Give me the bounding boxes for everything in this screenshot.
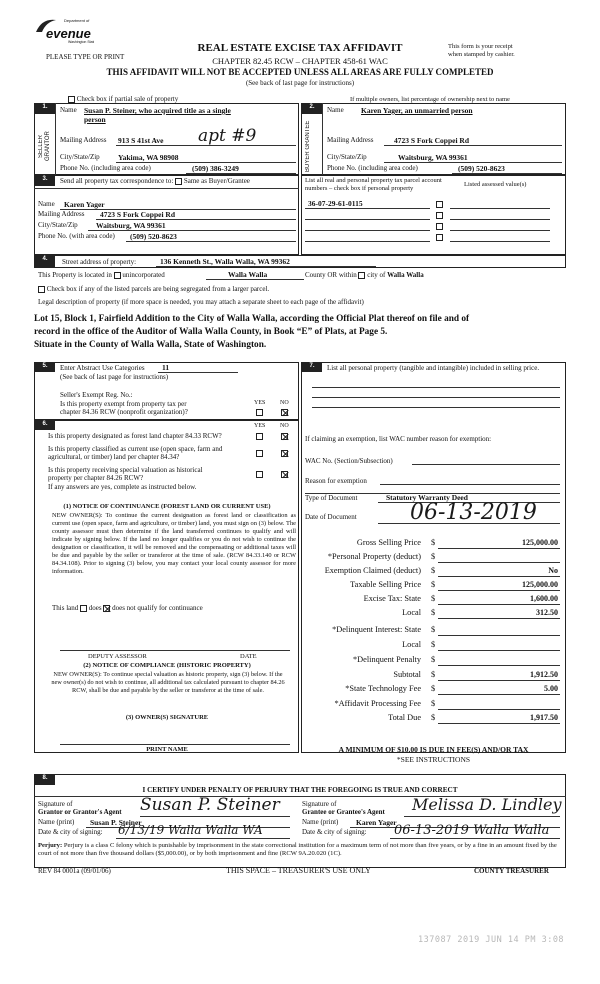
seller-phone[interactable]: (509) 386-3249 — [192, 164, 239, 173]
s6-q2-no[interactable] — [281, 449, 288, 457]
tax-row-sym: $ — [431, 566, 436, 575]
seller-name-line2[interactable]: person — [84, 115, 106, 124]
perjury-notice — [38, 842, 562, 858]
city-checkbox[interactable] — [358, 272, 365, 279]
land-does-not-checkbox[interactable] — [103, 605, 110, 612]
cashier-stamp: 137087 2019 JUN 14 PM 3:08 — [418, 935, 565, 945]
parcel-checkbox-2[interactable] — [436, 211, 443, 219]
tax-row-label: *Affidavit Processing Fee — [334, 699, 421, 708]
buyer-address[interactable]: 4723 S Fork Coppei Rd — [394, 136, 470, 145]
seller-name-label: Name — [60, 106, 77, 114]
section-7-tag: 7. — [302, 363, 322, 372]
s6-q2-yes[interactable] — [256, 449, 263, 457]
notice-2-title: (2) NOTICE OF COMPLIANCE (HISTORIC PROPERTY) — [83, 662, 251, 669]
s3-phone-label: Phone No. (with area code) — [38, 232, 115, 240]
deputy-assessor-label: DEPUTY ASSESSOR — [88, 653, 147, 660]
buyer-name[interactable]: Karen Yager, an unmarried person — [361, 106, 473, 115]
county-value[interactable]: Walla Walla — [228, 270, 268, 279]
tax-row-label: Excise Tax: State — [363, 594, 421, 603]
city-of-label: city of — [367, 271, 386, 279]
parcel-checkbox-1[interactable] — [436, 200, 443, 208]
seller-address-label: Mailing Address — [60, 136, 107, 144]
grantor-signature[interactable]: Susan P. Steiner — [140, 795, 280, 815]
form-chapter: CHAPTER 82.45 RCW – CHAPTER 458-61 WAC — [212, 56, 388, 66]
street-address[interactable]: 136 Kenneth St., Walla Walla, WA 99362 — [160, 257, 290, 266]
form-title: REAL ESTATE EXCISE TAX AFFIDAVIT — [197, 42, 403, 54]
doc-type-label: Type of Document — [305, 494, 358, 502]
please-type-label: PLEASE TYPE OR PRINT — [46, 53, 125, 61]
receipt-note-1: This form is your receipt — [448, 43, 513, 50]
s3-phone[interactable]: (509) 520-8623 — [130, 232, 177, 241]
legal-line-3: Situate in the County of Walla Walla, State of Washington. — [34, 340, 267, 350]
s3-city[interactable]: Waitsburg, WA 99361 — [96, 221, 166, 230]
s5-yes-label: YES — [254, 400, 266, 406]
tax-row-sym: $ — [431, 552, 436, 561]
tax-row-value[interactable]: 125,000.00 — [522, 538, 558, 547]
tax-row-label: *Personal Property (deduct) — [327, 552, 421, 561]
parcel-number[interactable]: 36-07-29-61-0115 — [308, 199, 363, 208]
tax-row-label: Taxable Selling Price — [350, 580, 421, 589]
unincorporated-checkbox[interactable] — [114, 272, 121, 279]
abstract-use-value[interactable]: 11 — [162, 363, 170, 372]
tax-row-value[interactable]: 1,600.00 — [530, 594, 558, 603]
grantee-date-label: Date & city of signing: — [302, 828, 367, 836]
revenue-logo — [34, 14, 94, 44]
perjury-text: Perjury is a class C felony which is punishable by imprisonment in the state correctional institution for a maximum term of not more than five years, or by a fine in an amount fixed by the court of not more than five thousand dollars ($5,000.00), or by both imprisonment and fine (RCW 9A.20.020 (1C). — [38, 842, 557, 858]
tax-row-value[interactable]: 1,912.50 — [530, 670, 558, 679]
grantor-date-city[interactable]: 6/13/19 Walla Walla WA — [118, 823, 263, 837]
grantee-name-label: Name (print) — [302, 818, 339, 826]
s5-no-label: NO — [280, 400, 289, 406]
tax-row-value[interactable]: 125,000.00 — [522, 580, 558, 589]
partial-sale-label: Check box if partial sale of property — [76, 95, 179, 103]
seller-phone-label: Phone No. (including area code) — [60, 164, 151, 172]
tax-row-sym: $ — [431, 670, 436, 679]
seller-city[interactable]: Yakima, WA 98908 — [118, 153, 179, 162]
s6-q1-no[interactable] — [281, 432, 288, 440]
tax-row-sym: $ — [431, 699, 436, 708]
s3-name-label: Name — [38, 200, 55, 208]
seller-side-label: SELLER GRANTOR — [38, 131, 52, 161]
svg-text:evenue: evenue — [46, 26, 91, 41]
tax-row-sym: $ — [431, 684, 436, 693]
grantee-name[interactable]: Karen Yager — [356, 818, 397, 827]
exemption-label: If claiming an exemption, list WAC number reason for exemption: — [305, 435, 492, 443]
same-as-buyer-checkbox[interactable] — [175, 178, 182, 185]
seller-address-handwritten: apt #9 — [198, 126, 257, 146]
county-or-row — [305, 271, 424, 279]
tax-row-value[interactable]: No — [548, 566, 558, 575]
parcel-checkbox-4[interactable] — [436, 233, 443, 241]
unincorporated-label: unincorporated — [122, 271, 165, 279]
county-or-label: County OR within — [305, 271, 357, 279]
buyer-address-label: Mailing Address — [327, 136, 374, 144]
s6-q3-no[interactable] — [281, 470, 288, 478]
county-treasurer: COUNTY TREASURER — [474, 867, 549, 875]
located-row — [38, 271, 165, 279]
s6-q1: Is this property designated as forest land chapter 84.33 RCW? — [48, 432, 222, 440]
reason-label: Reason for exemption — [305, 477, 367, 485]
grantor-name-label: Name (print) — [38, 818, 75, 826]
s6-q3-line2: property per chapter 84.26 RCW? — [48, 474, 144, 482]
buyer-phone[interactable]: (509) 520-8623 — [458, 164, 505, 173]
see-back-note: (See back of last page for instructions) — [245, 79, 355, 87]
perjury-label: Perjury: — [38, 842, 63, 849]
land-does-not-label: does not qualify for continuance — [112, 604, 203, 612]
tax-row-sym: $ — [431, 655, 436, 664]
tax-row-sym: $ — [431, 538, 436, 547]
segregated-label: Check box if any of the listed parcels are being segregated from a larger parcel. — [46, 285, 270, 293]
svg-text:Washington State: Washington State — [68, 40, 94, 44]
s3-address-label: Mailing Address — [38, 210, 85, 218]
seller-name-line1[interactable]: Susan P. Steiner, who acquired title as a single — [84, 106, 231, 115]
grantor-name[interactable]: Susan P. Steiner — [90, 818, 142, 827]
s6-yes-label: YES — [254, 423, 266, 429]
city-value[interactable]: Walla Walla — [387, 271, 424, 279]
tax-row-label: Gross Selling Price — [356, 538, 421, 547]
tax-row-label: Local — [402, 640, 421, 649]
land-does-label: does — [88, 604, 102, 612]
land-does-checkbox[interactable] — [80, 605, 87, 612]
buyer-phone-label: Phone No. (including area code) — [327, 164, 418, 172]
section-6-tag: 6. — [35, 421, 55, 430]
segregated-row — [38, 285, 269, 293]
personal-property-label: List all personal property (tangible and intangible) included in selling price. — [327, 364, 540, 372]
assessed-value-label: Listed assessed value(s) — [464, 181, 527, 188]
minimum-fee-note: A MINIMUM OF $10.00 IS DUE IN FEE(S) AND/OR TAX — [338, 745, 529, 754]
section-2-tag: 2. — [302, 104, 322, 114]
tax-row-value[interactable]: 1,917.50 — [530, 713, 558, 722]
notice-1-title: (1) NOTICE OF CONTINUANCE (FOREST LAND OR CURRENT USE) — [63, 503, 271, 510]
tax-row-sym: $ — [431, 608, 436, 617]
tax-row-label: Total Due — [388, 713, 421, 722]
seller-address[interactable]: 913 S 41st Ave — [118, 136, 164, 145]
send-correspondence-row — [60, 177, 250, 185]
tax-row-sym: $ — [431, 580, 436, 589]
exempt-q2: chapter 84.36 RCW (nonprofit organization)? — [60, 408, 188, 416]
tax-row-sym: $ — [431, 640, 436, 649]
parcel-label-1: List all real and personal property tax parcel account — [305, 177, 442, 184]
tax-row-label: *Delinquent Penalty — [353, 655, 421, 664]
exempt-q1: Is this property exempt from property tax per — [60, 400, 187, 408]
section-5-tag: 5. — [35, 363, 55, 372]
land-qualify-row — [52, 604, 203, 612]
tax-row-label: Subtotal — [393, 670, 421, 679]
rev-number: REV 84 0001a (09/01/06) — [38, 867, 111, 875]
owners-note: If multiple owners, list percentage of ownership next to name — [350, 96, 510, 103]
abstract-use-label: Enter Abstract Use Categories — [60, 364, 145, 372]
notice-2-body: NEW OWNER(S): To continue special valuation as historic property, sign (3) below. If the new owner(s) do not wish to continue, all additional tax calculated pursuant to chapter 84.26 RCW, shall be due and payable by the seller or transferor at the time of sale. — [51, 671, 285, 694]
legal-line-2: record in the office of the Auditor of Walla Walla County, in Book “E” of Plats, at Page 5. — [34, 327, 388, 337]
land-label: This land — [52, 604, 79, 612]
parcel-checkbox-3[interactable] — [436, 222, 443, 230]
buyer-city[interactable]: Waitsburg, WA 99361 — [398, 153, 468, 162]
grantee-signature[interactable]: Melissa D. Lindley — [412, 795, 562, 814]
s6-q3-line1: Is this property receiving special valuation as historical — [48, 466, 203, 474]
certify-statement: I CERTIFY UNDER PENALTY OF PERJURY THAT THE FOREGOING IS TRUE AND CORRECT — [142, 786, 458, 794]
tax-row-label: *Delinquent Interest: State — [332, 625, 421, 634]
grantor-sig-label-2: Grantor or Grantor's Agent — [38, 808, 122, 816]
tax-row-sym: $ — [431, 713, 436, 722]
doc-type[interactable]: Statutory Warranty Deed — [386, 493, 468, 502]
doc-date-label: Date of Document — [305, 513, 357, 521]
svg-text:Department of: Department of — [64, 18, 90, 23]
s6-q3-yes[interactable] — [256, 470, 263, 478]
tax-row-value[interactable]: 312.50 — [536, 608, 558, 617]
legal-description-label: Legal description of property (if more space is needed, you may attach a separate sheet to each page of the affidavit) — [38, 298, 364, 306]
grantee-date-city[interactable]: 06-13-2019 Walla Walla — [394, 823, 550, 838]
partial-sale-checkbox[interactable] — [68, 96, 75, 103]
grantor-date-label: Date & city of signing: — [38, 828, 103, 836]
seller-city-label: City/State/Zip — [60, 153, 100, 161]
tax-row-label: *State Technology Fee — [345, 684, 421, 693]
segregated-checkbox[interactable] — [38, 286, 45, 293]
grantor-sig-label-1: Signature of — [38, 800, 73, 808]
s5-no-checkbox[interactable] — [281, 408, 288, 416]
deputy-date-label: DATE — [240, 653, 257, 660]
buyer-side-label: BUYER GRANTEE — [305, 120, 311, 172]
tax-row-sym: $ — [431, 594, 436, 603]
s6-q1-yes[interactable] — [256, 432, 263, 440]
treasurer-only: THIS SPACE – TREASURER'S USE ONLY — [226, 866, 371, 875]
s3-address[interactable]: 4723 S Fork Coppei Rd — [100, 210, 176, 219]
tax-row-label: Exemption Claimed (deduct) — [324, 566, 421, 575]
print-name-label: PRINT NAME — [146, 746, 188, 753]
section-1-tag: 1. — [35, 104, 55, 114]
tax-row-sym: $ — [431, 625, 436, 634]
revenue-logo-icon — [34, 14, 94, 44]
street-address-label: Street address of property: — [62, 258, 137, 266]
buyer-city-label: City/State/Zip — [327, 153, 367, 161]
section-3-tag: 3. — [35, 176, 55, 186]
exempt-reg-label: Seller's Exempt Reg. No.: — [60, 391, 133, 399]
wac-label: WAC No. (Section/Subsection) — [305, 457, 393, 465]
notice-1-body: NEW OWNER(S): To continue the current designation as forest land or classification as current use (open space, farm and agriculture, or timber) land, you must sign on (3) below. The county assessor must then determine if the land transferred continues to qualify and will indicate by signing below. If the land no longer qualifies or you do not wish to continue the designation or classification, it will be removed and the compensating or additional taxes will be due and payable by the seller or transferor at the time of sale. (RCW 84.33.140 or RCW 84.34.108). Prior to signing (3) below, you may contact your local county assessor for more information. — [52, 512, 296, 575]
grantee-sig-label-2: Grantee or Grantee's Agent — [302, 808, 385, 816]
s6-q2-line1: Is this property classified as current use (open space, farm and — [48, 445, 223, 453]
located-label: This Property is located in — [38, 271, 112, 279]
parcel-label-2: numbers – check box if personal property — [305, 185, 414, 192]
doc-date[interactable]: 06-13-2019 — [410, 500, 537, 525]
legal-line-1: Lot 15, Block 1, Fairfield Addition to the City of Walla Walla, according the Official Plat thereof on file and of — [34, 314, 470, 324]
buyer-name-label: Name — [327, 106, 344, 114]
receipt-note-2: when stamped by cashier. — [448, 51, 515, 58]
abstract-see-back: (See back of last page for instructions) — [60, 373, 169, 381]
section-4-tag: 4. — [35, 256, 55, 267]
tax-row-value[interactable]: 5.00 — [544, 684, 558, 693]
tax-row-label: Local — [402, 608, 421, 617]
section-8-tag: 8. — [35, 775, 55, 785]
s5-yes-checkbox[interactable] — [256, 408, 263, 416]
send-correspondence-label: Send all property tax correspondence to: — [60, 177, 174, 185]
owner-signature-label: (3) OWNER(S) SIGNATURE — [125, 714, 209, 721]
minimum-fee-see: *SEE INSTRUCTIONS — [396, 755, 471, 764]
form-warning: THIS AFFIDAVIT WILL NOT BE ACCEPTED UNLESS ALL AREAS ARE FULLY COMPLETED — [106, 67, 494, 77]
s6-no-label: NO — [280, 423, 289, 429]
grantee-sig-label-1: Signature of — [302, 800, 337, 808]
same-as-buyer-label: Same as Buyer/Grantee — [183, 177, 250, 185]
s6-q2-line2: agricultural, or timber) land per chapter 84.34? — [48, 453, 180, 461]
s3-city-label: City/State/Zip — [38, 221, 78, 229]
s6-q4: If any answers are yes, complete as instructed below. — [48, 483, 197, 491]
s3-name[interactable]: Karen Yager — [64, 200, 105, 209]
